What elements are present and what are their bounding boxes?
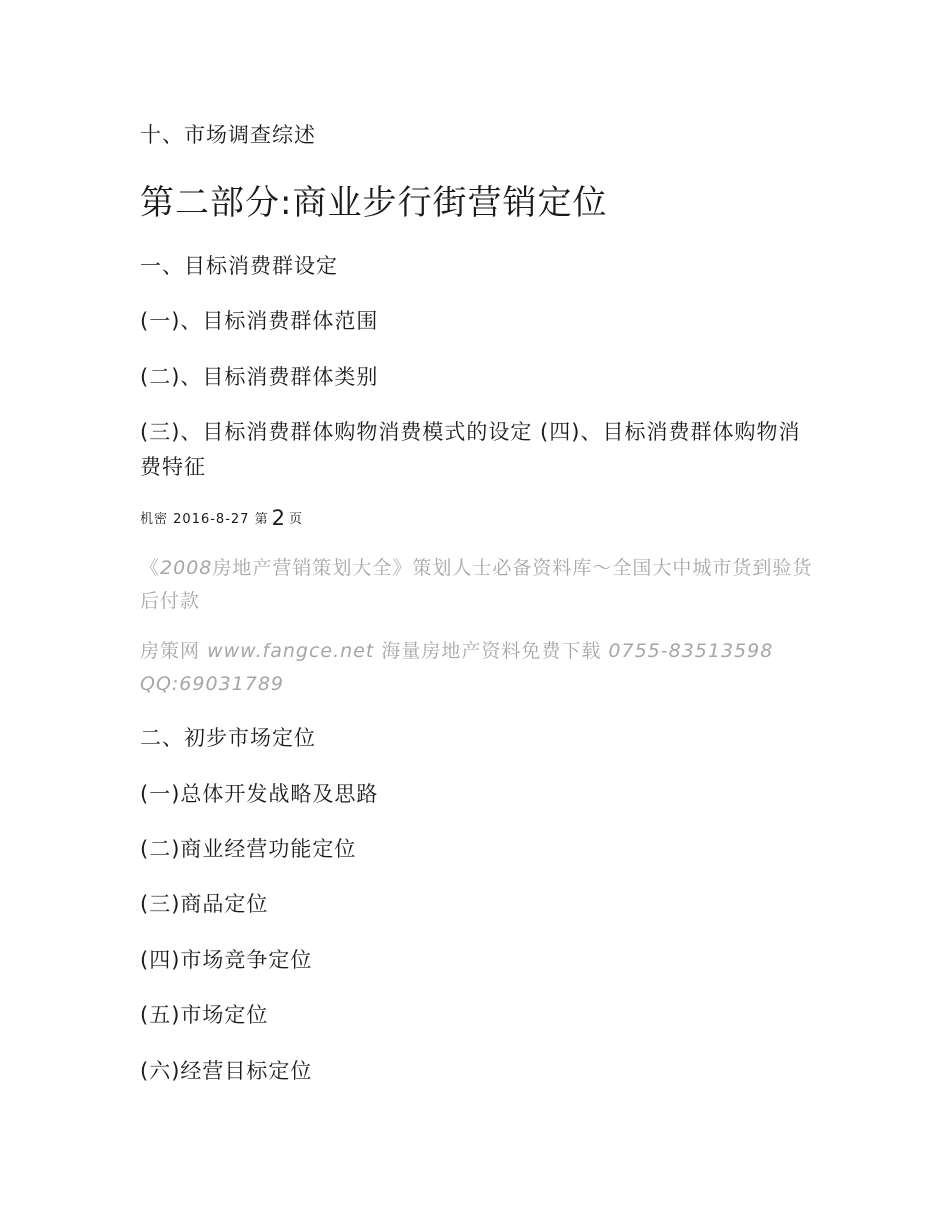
list-item: (二)商业经营功能定位 xyxy=(140,837,357,861)
advert-qq: QQ:69031789 xyxy=(140,673,285,695)
section-heading-market-survey: 十、市场调查综述 xyxy=(140,123,316,147)
subheading-consumption-mode-and-features: (三)、目标消费群体购物消费模式的设定 (四)、目标消费群体购物消费特征 xyxy=(140,420,801,479)
list-item: (六)经营目标定位 xyxy=(140,1059,313,1083)
advert-phone: 0755-83513598 xyxy=(608,640,774,662)
page-footer xyxy=(140,506,303,532)
advert-site-name: 房策网 xyxy=(140,640,201,662)
footer-page-number: 2 xyxy=(271,506,286,530)
heading-initial-market-positioning: 二、初步市场定位 xyxy=(140,726,316,750)
footer-date: 2016-8-27 xyxy=(173,512,250,527)
footer-page-prefix: 第 xyxy=(254,512,269,527)
list-item: (五)市场定位 xyxy=(140,1003,269,1027)
advert-site-line xyxy=(140,635,820,701)
list-item: (四)市场竞争定位 xyxy=(140,948,313,972)
advert-slogan: 海量房地产资料免费下载 xyxy=(381,640,602,662)
advert-book-title: 房地产营销策划大全》策划人士必备资料库～全国大中城市货到验货后付款 xyxy=(140,557,813,612)
subheading-consumer-scope: (一)、目标消费群体范围 xyxy=(140,309,379,333)
list-item: (三)商品定位 xyxy=(140,892,269,916)
part-two-title: 第二部分:商业步行街营销定位 xyxy=(140,183,608,223)
advert-open-quote: 《 xyxy=(140,557,161,579)
advert-url[interactable]: www.fangce.net xyxy=(207,640,375,662)
advert-book-line xyxy=(140,552,820,618)
subheading-consumer-categories: (二)、目标消费群体类别 xyxy=(140,365,379,389)
footer-confidential: 机密 xyxy=(140,512,169,527)
footer-page-suffix: 页 xyxy=(288,512,303,527)
list-item: (一)总体开发战略及思路 xyxy=(140,782,379,806)
advert-year: 2008 xyxy=(160,557,213,579)
heading-target-consumers: 一、目标消费群设定 xyxy=(140,254,338,278)
